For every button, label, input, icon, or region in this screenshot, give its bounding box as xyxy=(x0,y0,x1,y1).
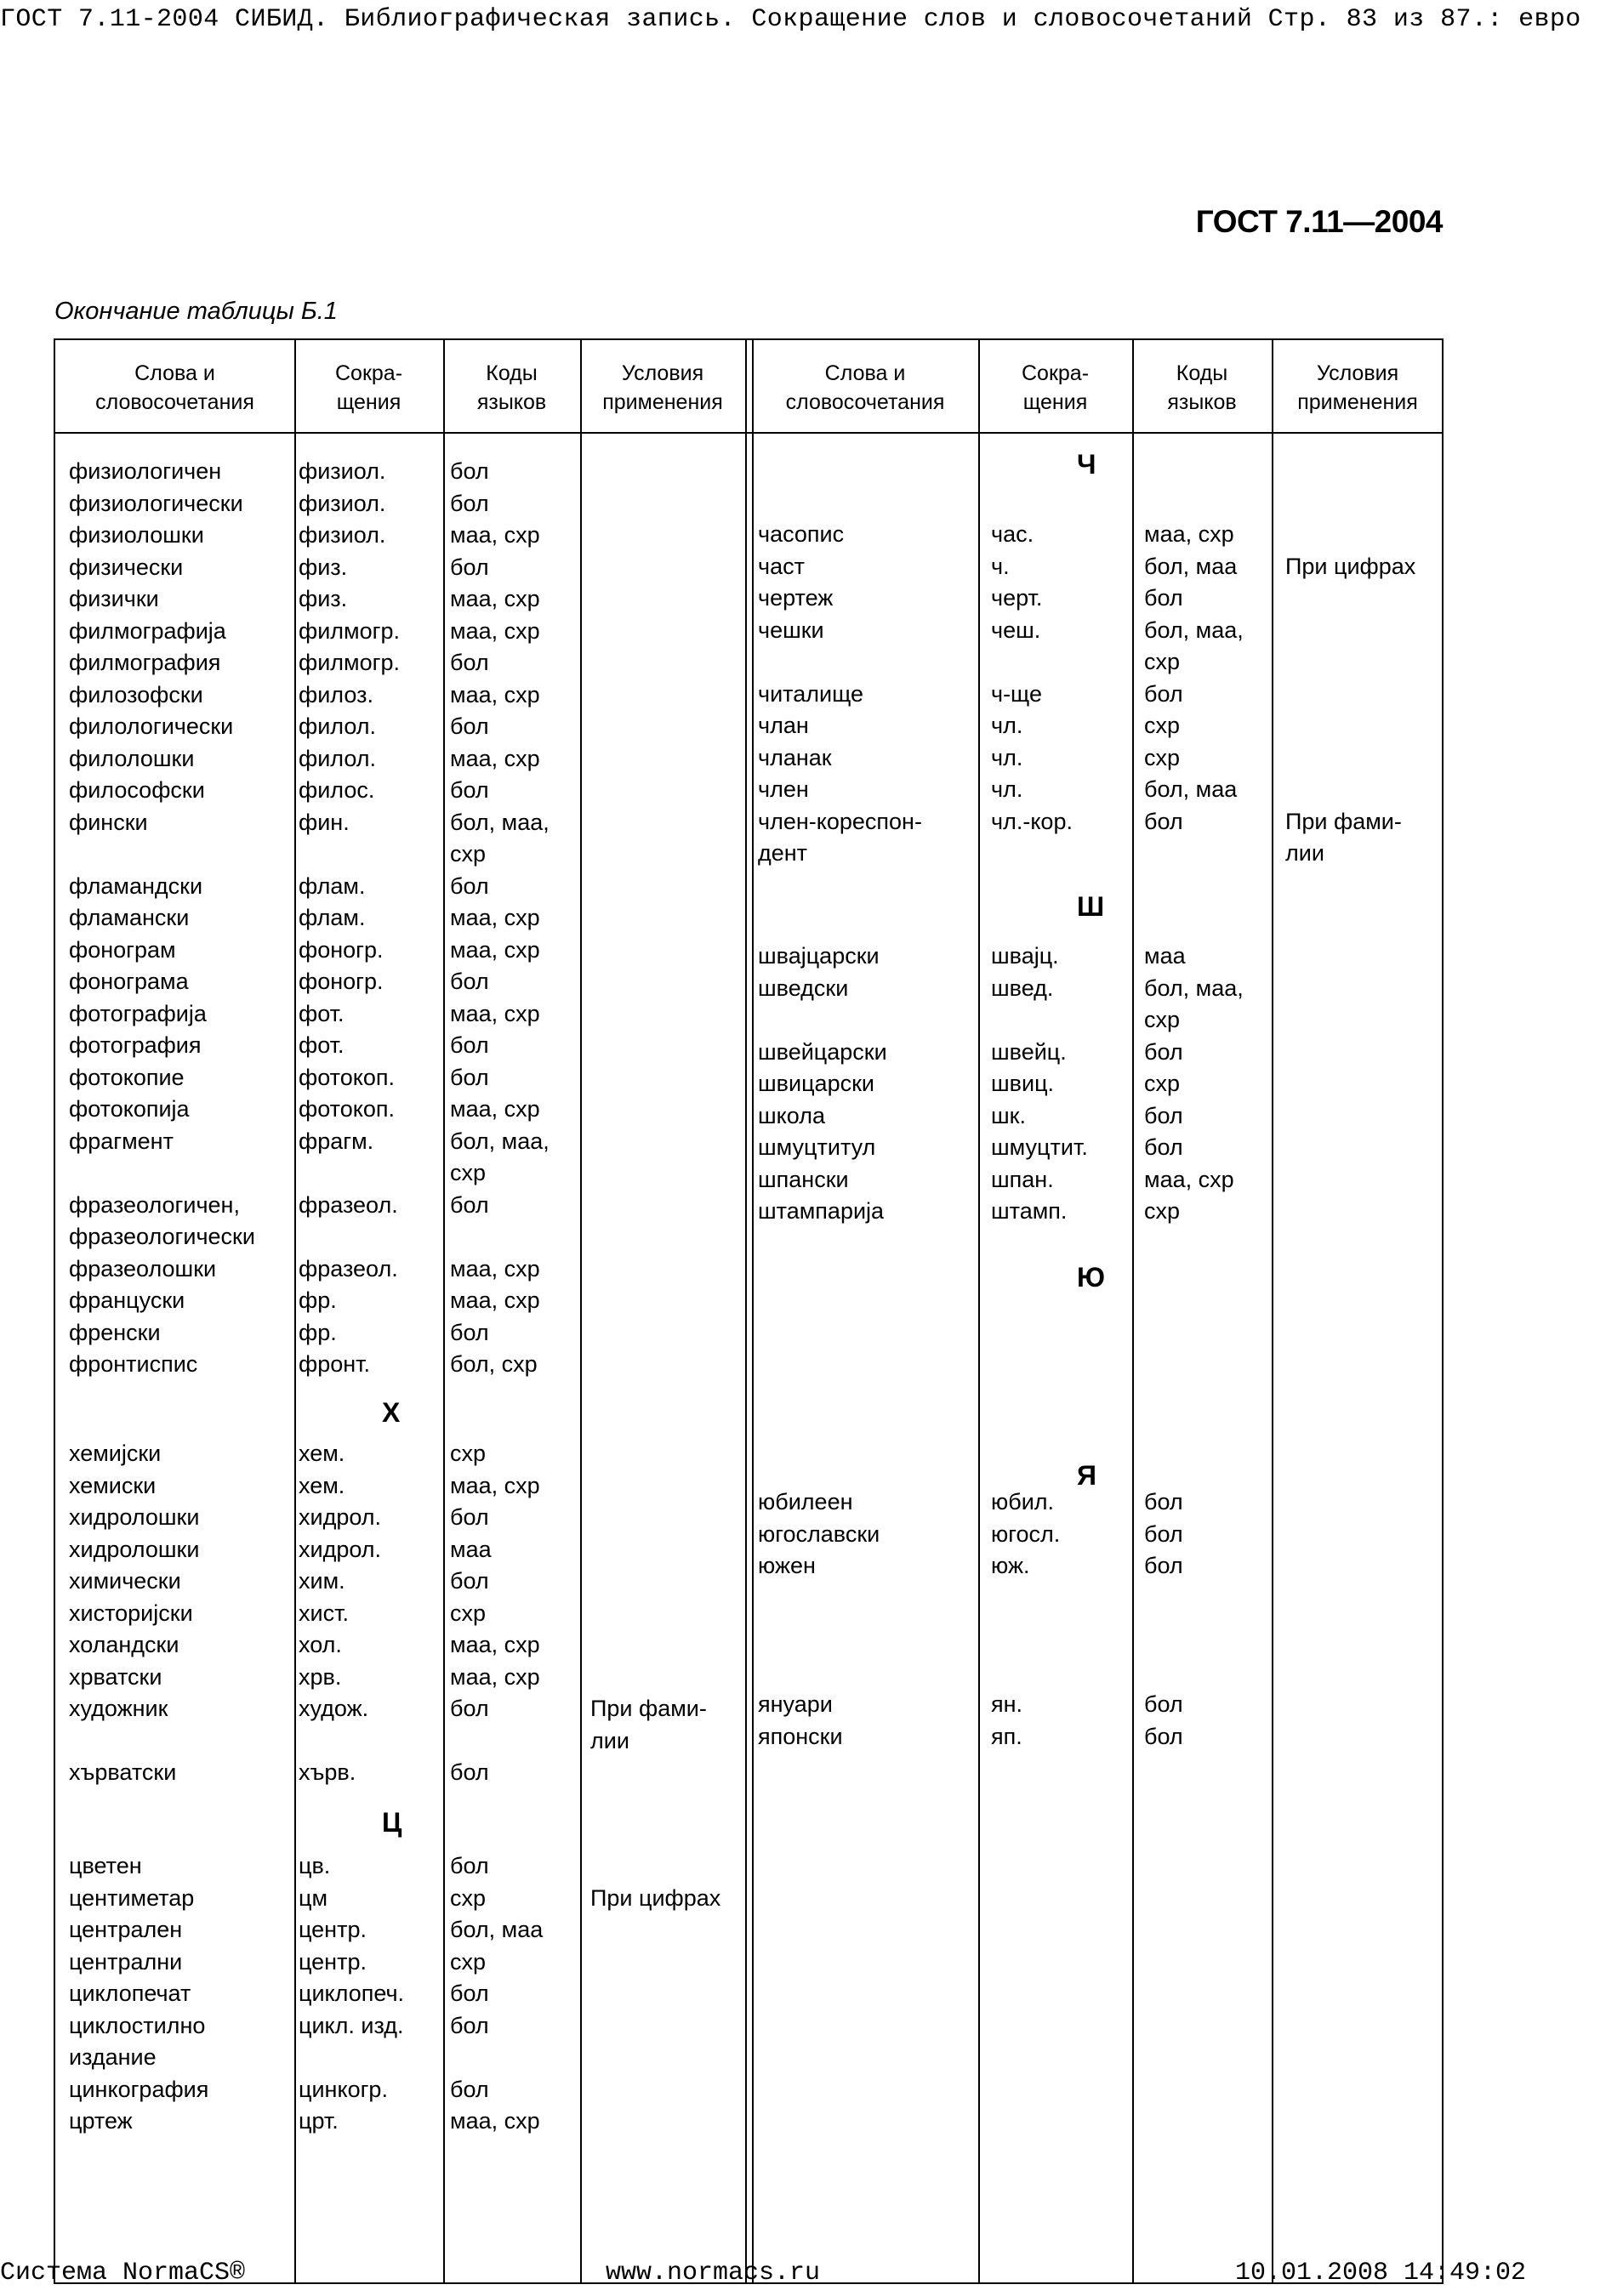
language-code-cell: маа, схр xyxy=(450,1632,540,1657)
word-cell: чешки xyxy=(758,617,824,643)
abbreviation-cell: цм xyxy=(299,1884,328,1911)
abbreviation-cell: чл. xyxy=(991,776,1023,802)
document-number: ГОСТ 7.11—2004 xyxy=(1195,204,1443,239)
word-cell: швајцарски xyxy=(758,943,880,969)
language-code-cell: бол xyxy=(1144,1520,1183,1547)
word-cell: хисторијски xyxy=(69,1600,193,1626)
abbreviation-cell: флам. xyxy=(299,905,366,930)
word-cell: центиметар xyxy=(69,1884,195,1911)
language-code-cell: бол xyxy=(450,2012,489,2038)
word-cell: члан xyxy=(758,713,809,738)
word-cell: фински xyxy=(69,809,148,835)
abbreviation-cell: швед. xyxy=(991,975,1054,1001)
abbreviation-cell: хем. xyxy=(299,1472,345,1498)
word-cell: филмографија xyxy=(69,617,226,644)
abbreviation-cell: цв. xyxy=(299,1853,331,1878)
abbreviation-cell: филол. xyxy=(299,713,377,739)
language-code-cell: бол xyxy=(450,458,489,484)
abbreviation-cell: чеш. xyxy=(991,617,1041,643)
word-cell: фрагмент xyxy=(69,1128,174,1154)
abbreviation-cell: юбил. xyxy=(991,1489,1055,1515)
print-footer xyxy=(0,2259,1623,2293)
language-code-cell: маа xyxy=(1144,943,1186,969)
abbreviation-cell: филол. xyxy=(299,745,377,771)
abbreviation-cell: центр. xyxy=(299,1948,367,1975)
language-code-cell: маа, схр xyxy=(450,617,540,644)
language-code-cell: схр xyxy=(1144,1198,1181,1224)
abbreviation-cell: хрв. xyxy=(299,1663,342,1690)
word-cell: чланак xyxy=(758,744,832,770)
word-cell: дент xyxy=(758,840,808,866)
column-divider xyxy=(745,340,747,2282)
word-cell: штампарија xyxy=(758,1198,885,1224)
abbreviation-cell: хем. xyxy=(299,1441,345,1466)
language-code-cell: маа, схр xyxy=(450,586,540,611)
abbreviation-cell: хист. xyxy=(299,1600,349,1626)
footer-website: www.normacs.ru xyxy=(606,2259,821,2287)
word-cell: физиологически xyxy=(69,490,243,516)
abbreviation-cell: час. xyxy=(991,521,1034,547)
abbreviation-cell: физиол. xyxy=(299,458,386,484)
word-cell: художник xyxy=(69,1696,168,1721)
abbreviation-cell: физ. xyxy=(299,586,348,611)
word-cell: шпански xyxy=(758,1166,849,1192)
column-divider xyxy=(752,340,754,2282)
word-cell: часопис xyxy=(758,521,845,547)
language-code-cell: маа, схр xyxy=(450,2108,540,2134)
word-cell: физички xyxy=(69,586,159,611)
language-code-cell: бол xyxy=(450,872,489,899)
word-cell: югославски xyxy=(758,1520,880,1547)
abbreviation-cell: цикл. изд. xyxy=(299,2012,404,2038)
abbreviation-cell: фотокоп. xyxy=(299,1064,395,1090)
language-code-cell: маа, схр xyxy=(450,1287,540,1313)
language-code-cell: бол xyxy=(450,1032,489,1058)
language-code-cell: схр xyxy=(1144,1071,1181,1096)
language-code-cell: схр xyxy=(450,1600,487,1626)
abbreviation-cell: шпан. xyxy=(991,1166,1054,1192)
language-code-cell: бол xyxy=(450,1568,489,1594)
abbreviation-cell: фотокоп. xyxy=(299,1096,395,1122)
language-code-cell: схр xyxy=(450,841,487,867)
language-code-cell: бол xyxy=(1144,1102,1183,1128)
header-abbreviations: Сокра- щения xyxy=(334,361,403,414)
language-code-cell: бол xyxy=(450,1504,489,1530)
table-caption: Окончание таблицы Б.1 xyxy=(54,298,338,325)
language-code-cell: маа, схр xyxy=(450,745,540,771)
word-cell: физиологичен xyxy=(69,458,222,484)
language-code-cell: бол xyxy=(450,1853,489,1878)
language-code-cell: схр xyxy=(1144,1007,1181,1032)
condition-cell: лии xyxy=(590,1727,629,1753)
section-letter: Х xyxy=(382,1397,401,1428)
column-divider xyxy=(580,340,582,2282)
word-cell: фронтиспис xyxy=(69,1351,198,1377)
word-cell: химически xyxy=(69,1568,181,1594)
abbreviation-cell: хидрол. xyxy=(299,1504,382,1530)
abbreviation-cell: фоногр. xyxy=(299,936,384,963)
abbreviation-cell: црт. xyxy=(299,2108,339,2134)
word-cell: фонограм xyxy=(69,936,176,963)
section-letter: Я xyxy=(1077,1460,1096,1491)
condition-cell: лии xyxy=(1285,840,1324,866)
language-code-cell: бол xyxy=(1144,680,1183,707)
language-code-cell: схр xyxy=(1144,744,1181,770)
language-code-cell: маа, схр xyxy=(450,905,540,930)
language-code-cell: бол xyxy=(1144,1038,1183,1065)
word-cell: хемијски xyxy=(69,1441,162,1466)
language-code-cell: бол, маа, xyxy=(1144,975,1244,1001)
abbreviation-cell: ч-ще xyxy=(991,680,1042,707)
language-code-cell: маа, схр xyxy=(450,1096,540,1122)
abbreviation-cell: цинкогр. xyxy=(299,2076,388,2102)
language-code-cell: маа, схр xyxy=(450,681,540,708)
word-cell: член xyxy=(758,776,809,802)
language-code-cell: схр xyxy=(1144,713,1181,738)
abbreviation-cell: циклопеч. xyxy=(299,1981,405,2006)
abbreviation-cell: хидрол. xyxy=(299,1536,382,1562)
language-code-cell: бол xyxy=(450,777,489,803)
language-code-cell: маа, схр xyxy=(450,1000,540,1026)
header-words: Слова и словосочетания xyxy=(785,361,945,414)
word-cell: филолошки xyxy=(69,745,195,771)
word-cell: фразеологически xyxy=(69,1224,255,1249)
language-code-cell: бол, маа xyxy=(1144,776,1238,802)
abbreviation-cell: штамп. xyxy=(991,1198,1068,1224)
abbreviation-cell: физиол. xyxy=(299,490,386,516)
language-code-cell: бол xyxy=(450,650,489,675)
column-divider xyxy=(443,340,445,2282)
word-cell: юбилеен xyxy=(758,1489,853,1515)
abbreviation-cell: швајц. xyxy=(991,943,1059,969)
abbreviation-cell: филос. xyxy=(299,777,375,803)
word-cell: циклостилно xyxy=(69,2012,206,2038)
abbreviation-cell: черт. xyxy=(991,585,1043,611)
language-code-cell: бол, маа, xyxy=(450,809,550,835)
word-cell: француски xyxy=(69,1287,185,1313)
header-words: Слова и словосочетания xyxy=(95,361,254,414)
language-code-cell: маа, схр xyxy=(450,936,540,963)
abbreviation-cell: яп. xyxy=(991,1723,1022,1749)
word-cell: фотография xyxy=(69,1032,202,1058)
word-cell: централен xyxy=(69,1917,183,1942)
condition-cell: При цифрах xyxy=(1285,553,1416,579)
language-code-cell: бол xyxy=(450,1319,489,1345)
word-cell: циклопечат xyxy=(69,1981,191,2006)
header-separator xyxy=(55,432,1442,434)
section-letter: Ю xyxy=(1077,1262,1105,1293)
word-cell: филозофски xyxy=(69,681,203,708)
word-cell: физиолошки xyxy=(69,522,204,548)
abbreviation-cell: чл. xyxy=(991,744,1023,770)
word-cell: фонограма xyxy=(69,969,189,994)
language-code-cell: схр xyxy=(450,1948,487,1975)
language-code-cell: бол xyxy=(450,1191,489,1218)
footer-system-name: Система NormaCS® xyxy=(0,2259,246,2287)
language-code-cell: бол xyxy=(450,2076,489,2102)
abbreviation-cell: фин. xyxy=(299,809,350,835)
header-conditions: Условия применения xyxy=(602,361,723,414)
abbreviation-cell: хим. xyxy=(299,1568,345,1594)
language-code-cell: бол xyxy=(1144,1553,1183,1578)
abbreviation-cell: фоногр. xyxy=(299,969,384,994)
word-cell: фразеолошки xyxy=(69,1255,217,1282)
language-code-cell: бол xyxy=(450,554,489,580)
language-code-cell: маа, схр xyxy=(1144,521,1234,547)
column-divider xyxy=(1132,340,1134,2282)
word-cell: издание xyxy=(69,2044,157,2070)
abbreviation-cell: хол. xyxy=(299,1632,342,1657)
word-cell: хидролошки xyxy=(69,1504,200,1530)
word-cell: читалище xyxy=(758,680,863,707)
word-cell: физически xyxy=(69,554,184,580)
word-cell: чертеж xyxy=(758,585,834,611)
abbreviation-cell: фот. xyxy=(299,1032,345,1058)
abbreviation-cell: ч. xyxy=(991,553,1010,579)
section-letter: Ч xyxy=(1077,449,1096,480)
abbreviation-cell: швиц. xyxy=(991,1071,1055,1096)
language-code-cell: бол xyxy=(1144,1691,1183,1717)
word-cell: японски xyxy=(758,1723,843,1749)
abbreviation-cell: шк. xyxy=(991,1102,1026,1128)
language-code-cell: схр xyxy=(450,1884,487,1911)
word-cell: филмография xyxy=(69,650,221,675)
language-code-cell: бол, маа, xyxy=(1144,617,1244,643)
header-language-codes: Коды языков xyxy=(1167,361,1237,414)
word-cell: фотокопија xyxy=(69,1096,190,1122)
word-cell: цветен xyxy=(69,1853,142,1878)
abbreviation-cell: швейц. xyxy=(991,1038,1067,1065)
section-letter: Ш xyxy=(1077,891,1105,922)
abbreviation-cell: центр. xyxy=(299,1917,367,1942)
language-code-cell: бол xyxy=(450,969,489,994)
language-code-cell: бол xyxy=(450,1981,489,2006)
language-code-cell: бол xyxy=(450,490,489,516)
abbreviation-cell: фронт. xyxy=(299,1351,371,1377)
footer-datetime: 10.01.2008 14:49:02 xyxy=(1235,2259,1527,2287)
condition-cell: При фами- xyxy=(590,1696,707,1721)
word-cell: фразеологичен, xyxy=(69,1191,240,1218)
word-cell: школа xyxy=(758,1102,825,1128)
language-code-cell: бол xyxy=(1144,1134,1183,1160)
abbreviation-cell: юж. xyxy=(991,1553,1030,1578)
word-cell: хемиски xyxy=(69,1472,157,1498)
abbreviation-cell: югосл. xyxy=(991,1520,1061,1547)
word-cell: хидролошки xyxy=(69,1536,200,1562)
column-divider xyxy=(1272,340,1273,2282)
word-cell: фотографија xyxy=(69,1000,207,1026)
word-cell: хърватски xyxy=(69,1759,177,1785)
abbreviation-cell: физ. xyxy=(299,554,348,580)
abbreviation-cell: фр. xyxy=(299,1287,337,1313)
condition-cell: При цифрах xyxy=(590,1884,721,1911)
column-divider xyxy=(294,340,296,2282)
word-cell: холандски xyxy=(69,1632,179,1657)
abbreviation-cell: флам. xyxy=(299,872,366,899)
language-code-cell: бол xyxy=(1144,1489,1183,1515)
word-cell: шмуцтитул xyxy=(758,1134,876,1160)
language-code-cell: схр xyxy=(1144,649,1181,674)
word-cell: част xyxy=(758,553,805,579)
abbreviation-table xyxy=(54,338,1444,2284)
language-code-cell: схр xyxy=(450,1160,487,1185)
word-cell: южен xyxy=(758,1553,816,1578)
language-code-cell: бол xyxy=(450,713,489,739)
abbreviation-cell: фот. xyxy=(299,1000,345,1026)
word-cell: цртеж xyxy=(69,2108,133,2134)
column-divider xyxy=(978,340,980,2282)
abbreviation-cell: ян. xyxy=(991,1691,1023,1717)
word-cell: фламански xyxy=(69,905,190,930)
word-cell: хрватски xyxy=(69,1663,162,1690)
language-code-cell: бол, схр xyxy=(450,1351,538,1377)
word-cell: фламандски xyxy=(69,872,203,899)
word-cell: швицарски xyxy=(758,1071,874,1096)
language-code-cell: бол xyxy=(1144,585,1183,611)
abbreviation-cell: чл.-кор. xyxy=(991,808,1073,834)
abbreviation-cell: фразеол. xyxy=(299,1191,398,1218)
abbreviation-cell: фр. xyxy=(299,1319,337,1345)
word-cell: януари xyxy=(758,1691,833,1717)
abbreviation-cell: фрагм. xyxy=(299,1128,374,1154)
language-code-cell: бол xyxy=(1144,1723,1183,1749)
language-code-cell: бол xyxy=(450,1696,489,1721)
abbreviation-cell: филмогр. xyxy=(299,617,400,644)
print-header: ГОСТ 7.11-2004 СИБИД. Библиографическая запись. Сокращение слов и словосочетаний Стр. 83 из 87.: евро xyxy=(0,5,1581,34)
word-cell: филологически xyxy=(69,713,234,739)
header-conditions: Условия применения xyxy=(1297,361,1418,414)
abbreviation-cell: физиол. xyxy=(299,522,386,548)
word-cell: швейцарски xyxy=(758,1038,887,1065)
word-cell: шведски xyxy=(758,975,849,1001)
word-cell: член-кореспон- xyxy=(758,808,922,834)
word-cell: философски xyxy=(69,777,205,803)
header-language-codes: Коды языков xyxy=(476,361,547,414)
word-cell: френски xyxy=(69,1319,161,1345)
abbreviation-cell: хърв. xyxy=(299,1759,356,1785)
abbreviation-cell: филоз. xyxy=(299,681,373,708)
language-code-cell: маа, схр xyxy=(450,1255,540,1282)
language-code-cell: маа, схр xyxy=(1144,1166,1234,1192)
abbreviation-cell: худож. xyxy=(299,1696,369,1721)
condition-cell: При фами- xyxy=(1285,808,1402,834)
abbreviation-cell: шмуцтит. xyxy=(991,1134,1088,1160)
language-code-cell: бол xyxy=(450,1064,489,1090)
language-code-cell: бол xyxy=(450,1759,489,1785)
abbreviation-cell: филмогр. xyxy=(299,650,400,675)
abbreviation-cell: чл. xyxy=(991,713,1023,738)
language-code-cell: маа xyxy=(450,1536,492,1562)
section-letter: Ц xyxy=(382,1807,402,1838)
word-cell: централни xyxy=(69,1948,183,1975)
language-code-cell: бол, маа xyxy=(450,1917,544,1942)
language-code-cell: маа, схр xyxy=(450,1663,540,1690)
language-code-cell: маа, схр xyxy=(450,522,540,548)
language-code-cell: бол, маа xyxy=(1144,553,1238,579)
language-code-cell: схр xyxy=(450,1441,487,1466)
word-cell: фотокопие xyxy=(69,1064,185,1090)
word-cell: цинкография xyxy=(69,2076,209,2102)
language-code-cell: маа, схр xyxy=(450,1472,540,1498)
abbreviation-cell: фразеол. xyxy=(299,1255,398,1282)
language-code-cell: бол xyxy=(1144,808,1183,834)
language-code-cell: бол, маа, xyxy=(450,1128,550,1154)
header-abbreviations: Сокра- щения xyxy=(1021,361,1090,414)
